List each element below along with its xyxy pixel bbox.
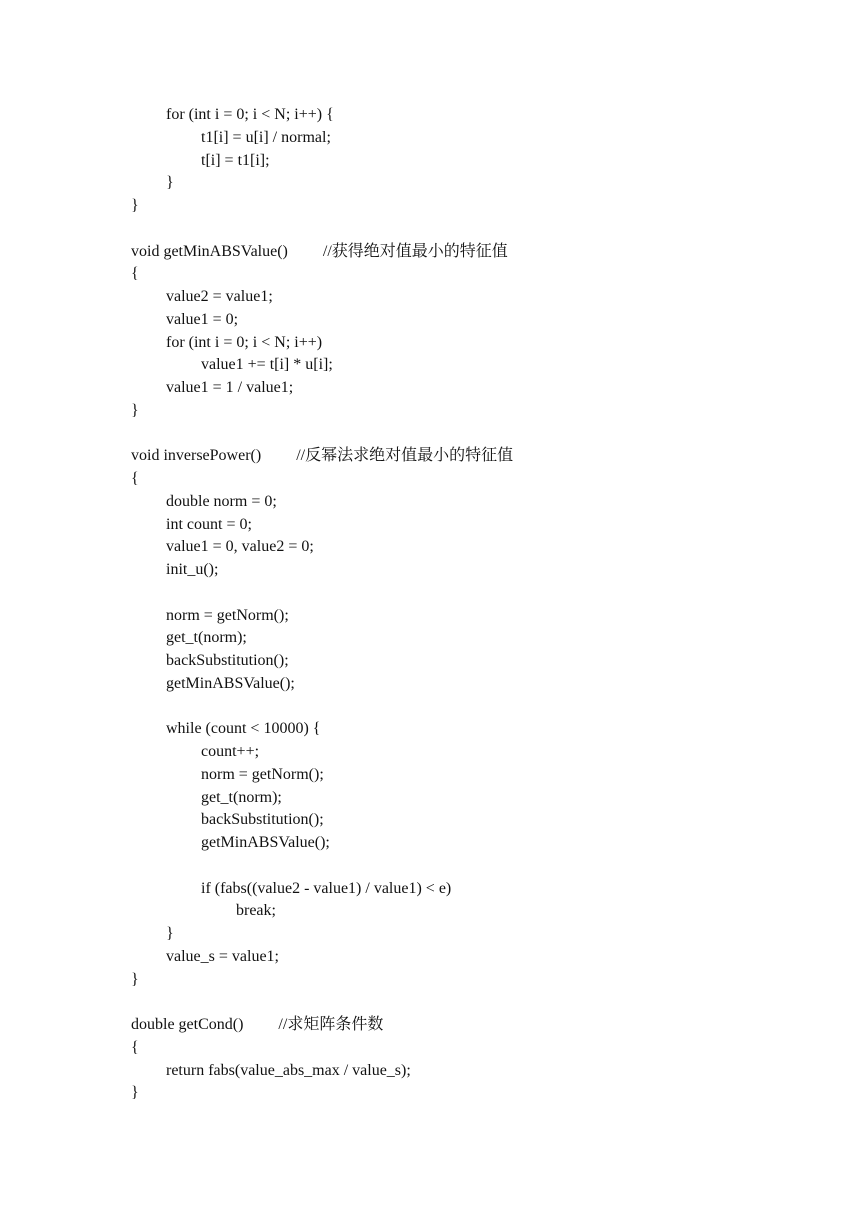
code-text: for (int i = 0; i < N; i++) { [166, 106, 334, 123]
code-line [131, 878, 831, 901]
blank-line [131, 218, 831, 241]
blank-line [131, 855, 831, 878]
code-line [131, 1060, 831, 1083]
code-text: value_s = value1; [166, 947, 279, 965]
code-line [131, 354, 831, 377]
code-line [131, 559, 831, 582]
code-line [131, 104, 831, 127]
code-text: double norm = 0; [166, 492, 277, 510]
code-text: break; [236, 902, 276, 920]
code-line [131, 764, 831, 787]
code-line [131, 969, 831, 992]
code-text: get_t(norm); [166, 629, 247, 647]
code-line [131, 309, 831, 332]
code-text: getMinABSValue(); [201, 834, 330, 851]
code-line [131, 332, 831, 355]
code-text: init_u(); [166, 561, 219, 578]
code-line [131, 1082, 831, 1105]
code-text: value1 = 1 / value1; [166, 379, 294, 396]
code-text: value1 = 0, value2 = 0; [166, 538, 314, 556]
code-line [131, 900, 831, 923]
code-comment: //求矩阵条件数 [278, 1016, 384, 1033]
code-line [131, 150, 831, 173]
code-line [131, 1014, 831, 1037]
code-text: } [131, 197, 139, 214]
code-line [131, 923, 831, 946]
code-text: for (int i = 0; i < N; i++) [166, 333, 323, 351]
code-text: if (fabs((value2 - value1) / value1) < e) [201, 879, 452, 897]
code-text: value2 = value1; [166, 288, 273, 305]
code-comment: //获得绝对值最小的特征值 [322, 242, 508, 260]
code-text: { [131, 1038, 139, 1056]
code-text: } [131, 1084, 139, 1102]
code-line [131, 514, 831, 537]
code-line [131, 536, 831, 559]
code-text: t1[i] = u[i] / normal; [201, 128, 331, 146]
code-line [131, 627, 831, 650]
code-line [131, 946, 831, 969]
code-text: norm = getNorm(); [201, 765, 324, 783]
code-line [131, 195, 831, 218]
code-line [131, 241, 831, 264]
code-text: { [131, 265, 139, 283]
code-line [131, 605, 831, 628]
code-line [131, 832, 831, 855]
code-text: double getCond() [131, 1016, 244, 1033]
code-line [131, 673, 831, 696]
code-line [131, 468, 831, 491]
code-line [131, 718, 831, 741]
code-text: getMinABSValue(); [166, 674, 295, 692]
code-comment: //反幂法求绝对值最小的特征值 [296, 447, 514, 465]
code-text: value1 = 0; [166, 310, 239, 328]
code-block [131, 104, 831, 1105]
code-text: norm = getNorm(); [166, 606, 289, 624]
code-line [131, 741, 831, 764]
code-text: value1 += t[i] * u[i]; [201, 356, 333, 374]
code-line [131, 286, 831, 309]
code-text: } [131, 970, 139, 988]
code-text: } [166, 174, 174, 192]
code-line [131, 491, 831, 514]
code-text: t[i] = t1[i]; [201, 151, 270, 169]
code-text: backSubstitution(); [201, 811, 324, 829]
code-line [131, 809, 831, 832]
code-text: while (count < 10000) { [166, 720, 321, 738]
code-text: void getMinABSValue() [131, 242, 288, 260]
code-line [131, 377, 831, 400]
code-text: } [166, 925, 174, 942]
code-text: get_t(norm); [201, 788, 282, 806]
code-text: void inversePower() [131, 447, 262, 465]
code-line [131, 445, 831, 468]
blank-line [131, 423, 831, 446]
code-text: backSubstitution(); [166, 652, 289, 669]
code-text: int count = 0; [166, 515, 252, 533]
code-line [131, 787, 831, 810]
code-text: { [131, 470, 139, 487]
code-line [131, 1037, 831, 1060]
code-line [131, 263, 831, 286]
code-text: count++; [201, 743, 260, 760]
code-line [131, 127, 831, 150]
blank-line [131, 696, 831, 719]
code-line [131, 400, 831, 423]
code-line [131, 172, 831, 195]
blank-line [131, 991, 831, 1014]
code-line [131, 650, 831, 673]
code-text: return fabs(value_abs_max / value_s); [166, 1061, 411, 1079]
code-text: } [131, 401, 139, 419]
blank-line [131, 582, 831, 605]
